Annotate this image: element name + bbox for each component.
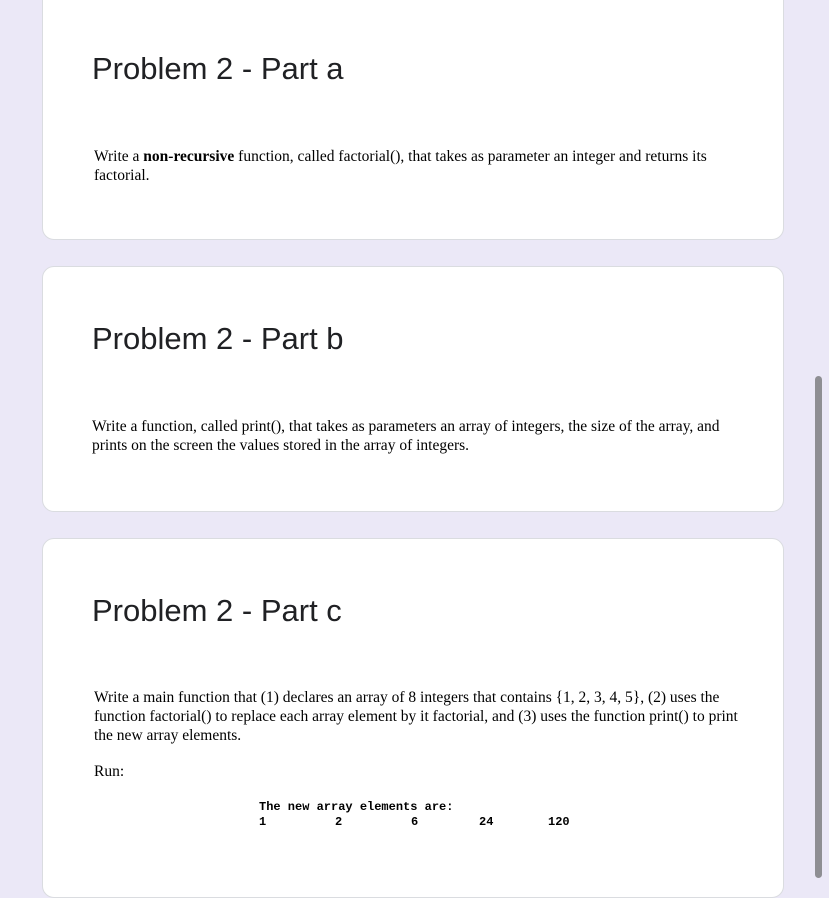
output-value: 6 (411, 815, 419, 829)
part-b-title: Problem 2 - Part b (92, 321, 344, 356)
part-b-description: Write a function, called print(), that takes as parameters an array of integers, the size of the array, and prints on the screen the values stored in the array of integers. (92, 418, 720, 454)
output-value: 1 (259, 815, 267, 829)
part-a-description: Write a non-recursive function, called factorial(), that takes as parameter an integer and returns its factorial. (94, 148, 707, 184)
part-c-title: Problem 2 - Part c (92, 593, 342, 628)
question-card-part-c (42, 538, 784, 898)
question-card-part-a (42, 0, 784, 240)
output-value: 24 (479, 815, 494, 829)
part-c-description: Write a main function that (1) declares an array of 8 integers that contains {1, 2, 3, 4, 5}, (2) uses the function factorial() to replace each array element by it factorial, and (3) uses the function print() to print the new array elements. (94, 689, 738, 744)
question-card-part-b (42, 266, 784, 512)
output-value: 120 (548, 815, 570, 829)
page-scrollbar[interactable] (815, 376, 822, 878)
run-label: Run: (94, 763, 125, 780)
part-a-title: Problem 2 - Part a (92, 51, 344, 86)
output-value: 2 (335, 815, 343, 829)
part-a-bold-keyword: non-recursive (143, 148, 235, 165)
output-header: The new array elements are: (259, 800, 454, 814)
